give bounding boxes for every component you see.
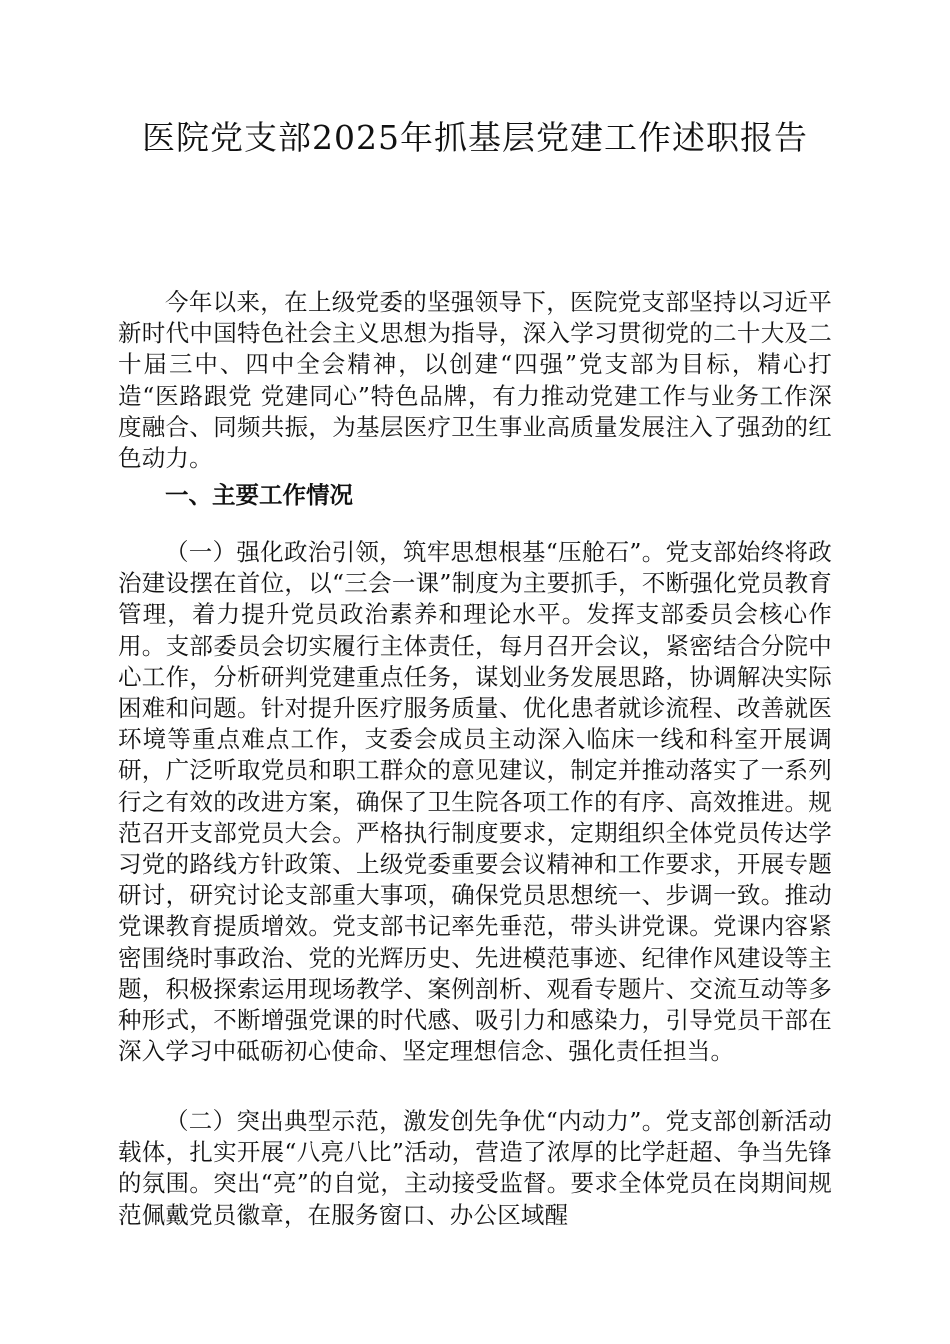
paragraph-political-guidance: （一）强化政治引领，筑牢思想根基“压舱石”。党支部始终将政治建设摆在首位，以“三会一课”制度为主要抓手，不断强化党员教育管理，着力提升党员政治素养和理论水平。发挥支部委员会核心作用。支部委员会切实履行主体责任，每月召开会议，紧密结合分院中心工作，分析研判党建重点任务，谋划业务发展思路，协调解决实际困难和问题。针对提升医疗服务质量、优化患者就诊流程、改善就医环境等重点难点工作，支委会成员主动深入临床一线和科室开展调研，广泛听取党员和职工群众的意见建议，制定并推动落实了一系列行之有效的改进方案，确保了卫生院各项工作的有序、高效推进。规范召开支部党员大会。严格执行制度要求，定期组织全体党员传达学习党的路线方针政策、上级党委重要会议精神和工作要求，开展专题研讨，研究讨论支部重大事项，确保党员思想统一、步调一致。推动党课教育提质增效。党支部书记率先垂范，带头讲党课。党课内容紧密围绕时事政治、党的光辉历史、先进模范事迹、纪律作风建设等主题，积极探索运用现场教学、案例剖析、观看专题片、交流互动等多种形式，不断增强党课的时代感、吸引力和感染力，引导党员干部在深入学习中砥砺初心使命、坚定理想信念、强化责任担当。 [118,538,832,1066]
section-heading-main-work: 一、主要工作情况 [165,481,353,509]
document-title: 医院党支部2025年抓基层党建工作述职报告 [142,118,808,157]
paragraph-typical-demonstration: （二）突出典型示范，激发创先争优“内动力”。党支部创新活动载体，扎实开展“八亮八比”活动，营造了浓厚的比学赶超、争当先锋的氛围。突出“亮”的自觉，主动接受监督。要求全体党员在岗期间规范佩戴党员徽章，在服务窗口、办公区域醒 [118,1107,832,1229]
intro-paragraph: 今年以来，在上级党委的坚强领导下，医院党支部坚持以习近平新时代中国特色社会主义思想为指导，深入学习贯彻党的二十大及二十届三中、四中全会精神，以创建“四强”党支部为目标，精心打造“医路跟党 党建同心”特色品牌，有力推动党建工作与业务工作深度融合、同频共振，为基层医疗卫生事业高质量发展注入了强劲的红色动力。 [118,288,832,473]
